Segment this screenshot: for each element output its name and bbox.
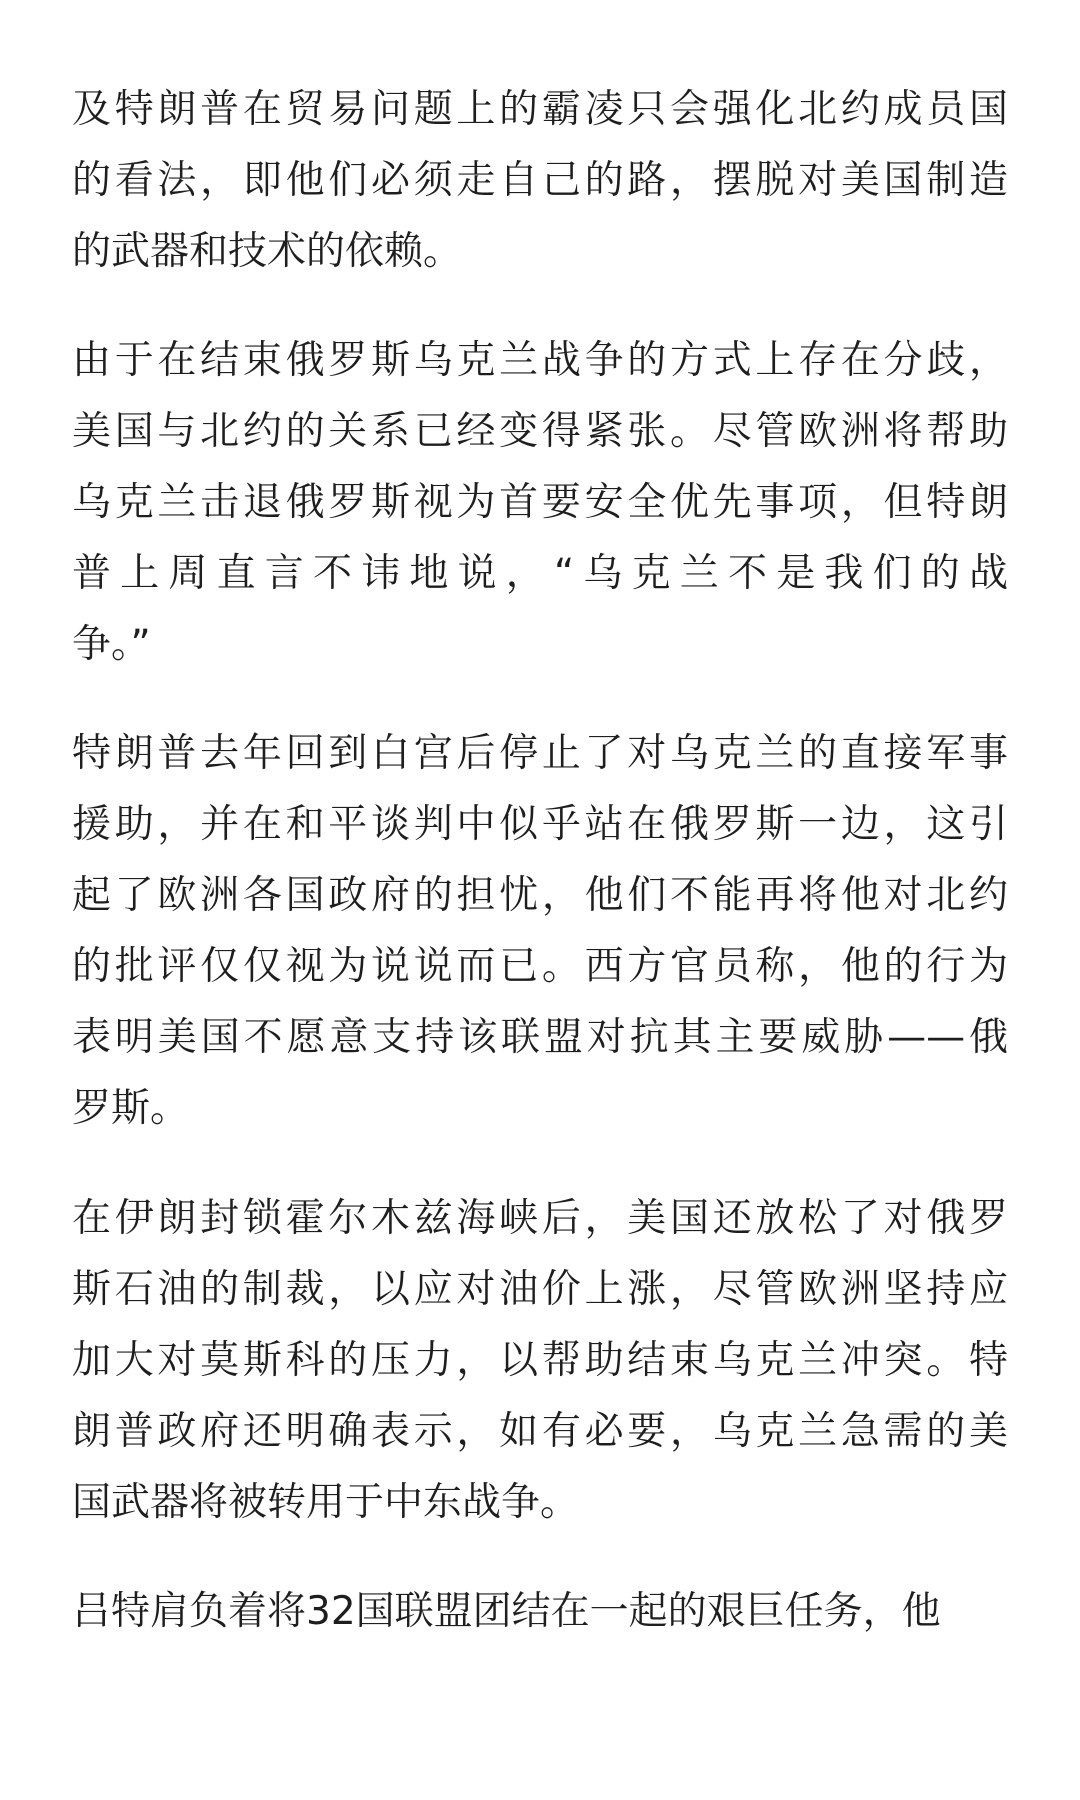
text-line: 援助，并在和平谈判中似乎站在俄罗斯一边，这引: [72, 802, 1008, 847]
text-line: 起了欧洲各国政府的担忧，他们不能再将他对北约: [72, 873, 1008, 918]
text-line: 斯石油的制裁，以应对油价上涨，尽管欧洲坚持应: [72, 1267, 1008, 1312]
paragraph: [72, 1183, 1008, 1538]
text-line: 表明美国不愿意支持该联盟对抗其主要威胁——俄: [72, 1015, 1008, 1060]
text-line: 的看法，即他们必须走自己的路，摆脱对美国制造: [72, 158, 1008, 203]
text-line: 及特朗普在贸易问题上的霸凌只会强化北约成员国: [72, 87, 1008, 132]
text-line: 吕特肩负着将32国联盟团结在一起的艰巨任务，他: [72, 1589, 941, 1634]
text-line: 在伊朗封锁霍尔木兹海峡后，美国还放松了对俄罗: [72, 1196, 1008, 1241]
text-line: 加大对莫斯科的压力，以帮助结束乌克兰冲突。特: [72, 1338, 1008, 1383]
text-line: 的批评仅仅视为说说而已。西方官员称，他的行为: [72, 944, 1008, 989]
text-line: 普上周直言不讳地说，“乌克兰不是我们的战: [72, 551, 1008, 596]
text-line: 的武器和技术的依赖。: [72, 229, 463, 274]
paragraph: [72, 74, 1008, 287]
text-line: 朗普政府还明确表示，如有必要，乌克兰急需的美: [72, 1409, 1008, 1454]
text-line: 特朗普去年回到白宫后停止了对乌克兰的直接军事: [72, 731, 1008, 776]
text-line: 美国与北约的关系已经变得紧张。尽管欧洲将帮助: [72, 409, 1008, 454]
text-line: 争。”: [72, 622, 151, 667]
text-line: 罗斯。: [72, 1086, 190, 1131]
text-line: 乌克兰击退俄罗斯视为首要安全优先事项，但特朗: [72, 480, 1008, 525]
paragraph: [72, 325, 1008, 680]
paragraph: [72, 1576, 1008, 1647]
text-line: 由于在结束俄罗斯乌克兰战争的方式上存在分歧，: [72, 338, 1008, 383]
paragraph: [72, 718, 1008, 1144]
text-line: 国武器将被转用于中东战争。: [72, 1480, 580, 1525]
